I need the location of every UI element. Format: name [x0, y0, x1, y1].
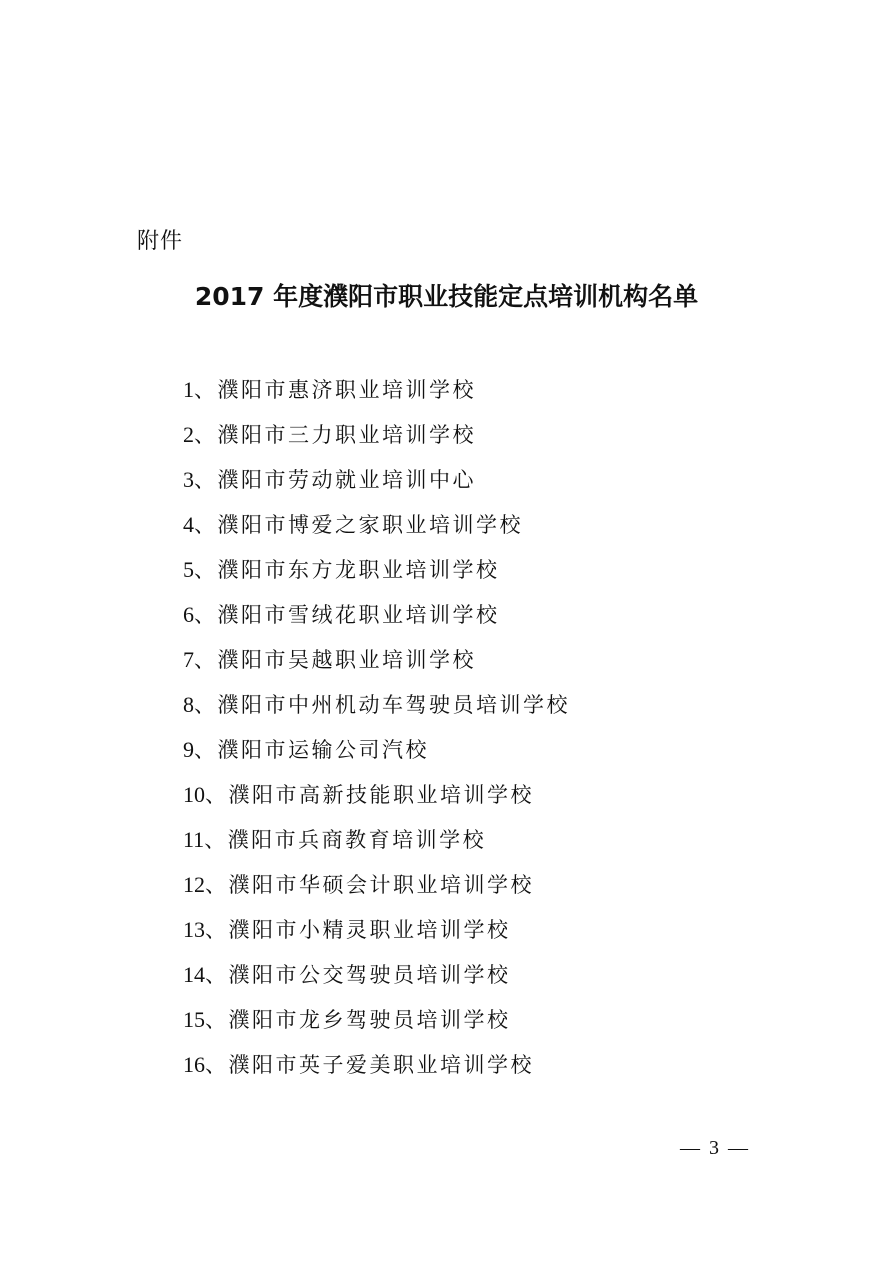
- item-separator: 、: [205, 1008, 229, 1032]
- list-item: [183, 687, 570, 732]
- organization-name: 濮阳市公交驾驶员培训学校: [228, 963, 511, 987]
- list-item: [183, 417, 570, 462]
- organization-name: 濮阳市英子爱美职业培训学校: [228, 1053, 534, 1077]
- list-item: [183, 777, 570, 822]
- organization-name: 濮阳市吴越职业培训学校: [217, 648, 476, 672]
- attachment-label: 附件: [137, 229, 184, 254]
- list-item: [183, 597, 570, 642]
- page-number: — 3 —: [680, 1137, 750, 1159]
- organization-name: 濮阳市雪绒花职业培训学校: [217, 603, 500, 627]
- list-item: [183, 957, 570, 1002]
- organization-name: 濮阳市运输公司汽校: [217, 738, 429, 762]
- organization-name: 濮阳市龙乡驾驶员培训学校: [228, 1008, 511, 1032]
- list-item: [183, 912, 570, 957]
- organization-name: 濮阳市东方龙职业培训学校: [217, 558, 500, 582]
- list-item: [183, 552, 570, 597]
- organization-name: 濮阳市小精灵职业培训学校: [228, 918, 511, 942]
- item-number: 15: [183, 1007, 205, 1032]
- organization-name: 濮阳市惠济职业培训学校: [217, 378, 476, 402]
- item-number: 8: [183, 692, 194, 717]
- list-item: [183, 867, 570, 912]
- organization-name: 濮阳市中州机动车驾驶员培训学校: [217, 693, 570, 717]
- item-number: 10: [183, 782, 205, 807]
- item-separator: 、: [194, 423, 218, 447]
- organization-list: [183, 372, 570, 1092]
- item-number: 5: [183, 557, 194, 582]
- item-number: 6: [183, 602, 194, 627]
- list-item: [183, 822, 570, 867]
- item-separator: 、: [194, 648, 218, 672]
- organization-name: 濮阳市华硕会计职业培训学校: [228, 873, 534, 897]
- item-separator: 、: [194, 558, 218, 582]
- item-number: 9: [183, 737, 194, 762]
- list-item: [183, 462, 570, 507]
- item-number: 2: [183, 422, 194, 447]
- organization-name: 濮阳市劳动就业培训中心: [217, 468, 476, 492]
- item-separator: 、: [205, 873, 229, 897]
- organization-name: 濮阳市三力职业培训学校: [217, 423, 476, 447]
- list-item: [183, 1002, 570, 1047]
- item-separator: 、: [205, 963, 229, 987]
- item-number: 7: [183, 647, 194, 672]
- item-separator: 、: [205, 918, 229, 942]
- item-separator: 、: [194, 378, 218, 402]
- list-item: [183, 372, 570, 417]
- item-separator: 、: [204, 828, 228, 852]
- item-separator: 、: [194, 513, 218, 537]
- item-number: 11: [183, 827, 205, 852]
- list-item: [183, 732, 570, 777]
- item-number: 13: [183, 917, 205, 942]
- item-number: 3: [183, 467, 194, 492]
- item-separator: 、: [194, 603, 218, 627]
- organization-name: 濮阳市兵商教育培训学校: [227, 828, 487, 852]
- list-item: [183, 642, 570, 687]
- item-number: 12: [183, 872, 205, 897]
- item-separator: 、: [194, 738, 218, 762]
- list-item: [183, 1047, 570, 1092]
- document-title: 2017 年度濮阳市职业技能定点培训机构名单: [194, 282, 699, 311]
- organization-name: 濮阳市博爱之家职业培训学校: [217, 513, 523, 537]
- item-number: 14: [183, 962, 205, 987]
- item-separator: 、: [194, 468, 218, 492]
- item-separator: 、: [205, 783, 229, 807]
- organization-name: 濮阳市高新技能职业培训学校: [228, 783, 534, 807]
- item-number: 1: [183, 377, 194, 402]
- item-separator: 、: [205, 1053, 229, 1077]
- list-item: [183, 507, 570, 552]
- item-number: 4: [183, 512, 194, 537]
- item-number: 16: [183, 1052, 205, 1077]
- item-separator: 、: [194, 693, 218, 717]
